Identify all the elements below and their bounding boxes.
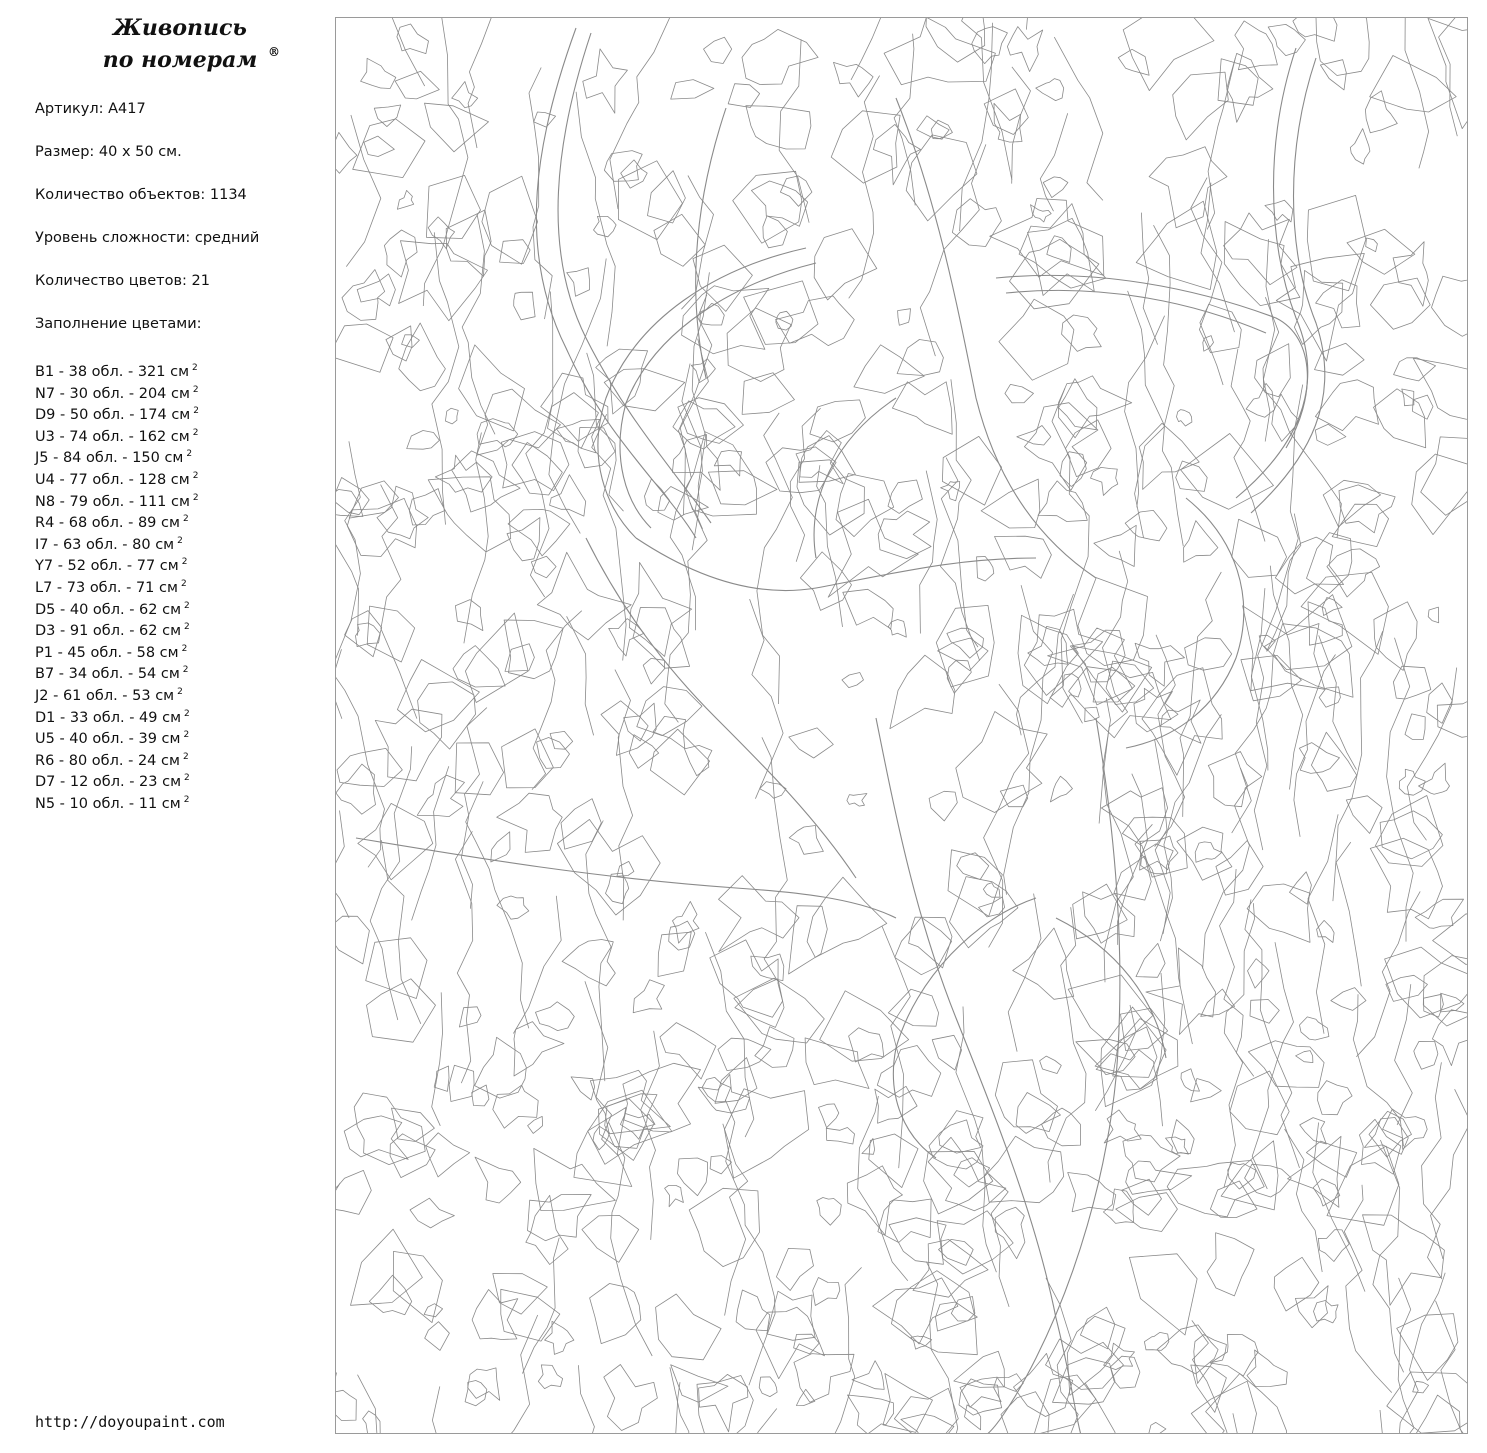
fill-unit-exponent: 2 <box>177 686 183 697</box>
fill-unit-exponent: 2 <box>181 643 188 654</box>
fill-text: D1 - 33 обл. - 49 см <box>35 709 182 726</box>
website-link[interactable]: http://doyoupaint.com <box>35 1413 225 1431</box>
fill-unit-exponent: 2 <box>181 557 188 568</box>
canvas-size: Размер: 40 x 50 см. <box>35 144 182 160</box>
fill-unit-exponent: 2 <box>192 492 199 503</box>
fill-row <box>35 466 199 488</box>
product-info <box>35 98 259 356</box>
fill-row <box>35 531 199 553</box>
line-art-canvas <box>335 17 1468 1434</box>
fill-row <box>35 423 199 445</box>
fill-row <box>35 747 199 769</box>
fill-row <box>35 725 199 747</box>
brand-title-line1: Живопись <box>113 15 247 41</box>
fill-unit-exponent: 2 <box>183 730 190 741</box>
fill-row <box>35 552 199 574</box>
fill-row <box>35 444 199 466</box>
fill-text: Y7 - 52 обл. - 77 см <box>35 558 179 575</box>
fill-unit-exponent: 2 <box>183 794 190 805</box>
fill-row <box>35 380 199 402</box>
fill-text: B7 - 34 обл. - 54 см <box>35 666 180 683</box>
registered-mark: ® <box>268 45 280 59</box>
fill-row <box>35 574 199 596</box>
fill-text: N5 - 10 обл. - 11 см <box>35 795 181 812</box>
fill-text: U3 - 74 обл. - 162 см <box>35 428 190 445</box>
fill-text: I7 - 63 обл. - 80 см <box>35 536 175 553</box>
deer-outline-drawing <box>336 18 1468 1434</box>
fill-text: U4 - 77 обл. - 128 см <box>35 471 190 488</box>
color-fill-list <box>35 358 199 811</box>
difficulty-level: Уровень сложности: средний <box>35 230 260 246</box>
brand-logo <box>60 12 300 76</box>
fill-unit-exponent: 2 <box>192 384 199 395</box>
fill-text: D7 - 12 обл. - 23 см <box>35 774 182 791</box>
info-sidebar <box>0 0 330 1453</box>
fill-unit-exponent: 2 <box>192 363 198 373</box>
fill-text: L7 - 73 обл. - 71 см <box>35 579 178 596</box>
fill-row <box>35 639 199 661</box>
fill-unit-exponent: 2 <box>184 600 190 611</box>
fill-text: U5 - 40 обл. - 39 см <box>35 731 181 748</box>
fill-text: D3 - 91 обл. - 62 см <box>35 623 182 640</box>
fill-row <box>35 509 199 531</box>
fill-text: R6 - 80 обл. - 24 см <box>35 752 180 769</box>
fill-unit-exponent: 2 <box>177 535 183 546</box>
fill-text: J5 - 84 обл. - 150 см <box>35 450 184 467</box>
fill-unit-exponent: 2 <box>182 751 189 762</box>
fill-row <box>35 401 199 423</box>
fill-unit-exponent: 2 <box>192 427 199 438</box>
article-number: Артикул: A417 <box>35 101 146 117</box>
fill-unit-exponent: 2 <box>180 578 187 589</box>
fill-text: D5 - 40 обл. - 62 см <box>35 601 182 618</box>
fill-row <box>35 704 199 726</box>
fill-unit-exponent: 2 <box>184 622 190 633</box>
fill-row <box>35 790 199 812</box>
fill-text: J2 - 61 обл. - 53 см <box>35 687 175 704</box>
fill-unit-exponent: 2 <box>193 406 199 417</box>
fill-unit-exponent: 2 <box>182 665 189 676</box>
fill-row <box>35 682 199 704</box>
fill-row <box>35 488 199 510</box>
fill-text: R4 - 68 обл. - 89 см <box>35 515 180 532</box>
fill-unit-exponent: 2 <box>186 449 193 460</box>
fill-text: B1 - 38 обл. - 321 см <box>35 364 190 380</box>
fill-unit-exponent: 2 <box>192 470 199 481</box>
fill-unit-exponent: 2 <box>184 773 190 784</box>
objects-count: Количество объектов: 1134 <box>35 187 247 203</box>
fill-row <box>35 358 199 380</box>
fill-text: D9 - 50 обл. - 174 см <box>35 407 191 424</box>
brand-title-line2: по номерам <box>102 47 258 73</box>
fill-row <box>35 596 199 618</box>
fill-text: P1 - 45 обл. - 58 см <box>35 644 179 661</box>
fill-heading: Заполнение цветами: <box>35 316 202 332</box>
colors-count: Количество цветов: 21 <box>35 273 210 289</box>
fill-text: N8 - 79 обл. - 111 см <box>35 493 190 510</box>
fill-row <box>35 617 199 639</box>
fill-row <box>35 768 199 790</box>
fill-row <box>35 660 199 682</box>
fill-unit-exponent: 2 <box>182 514 189 525</box>
fill-text: N7 - 30 обл. - 204 см <box>35 385 190 402</box>
fill-unit-exponent: 2 <box>184 708 190 719</box>
